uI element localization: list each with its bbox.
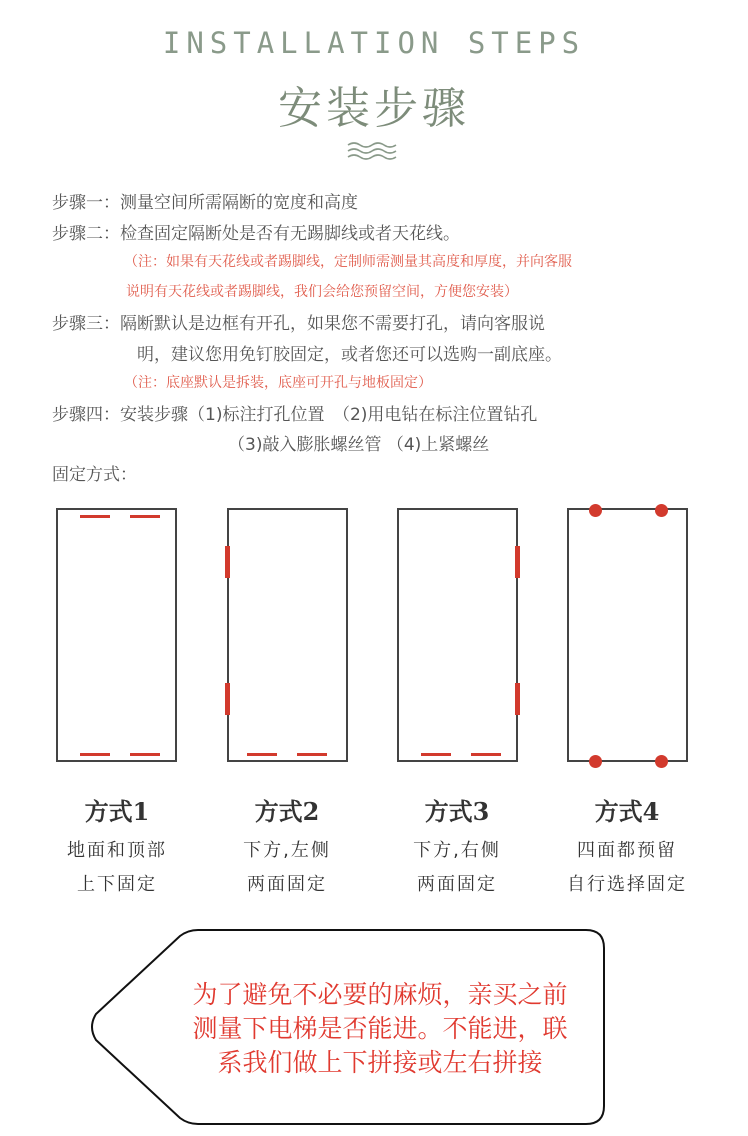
step-3-line-2: 明，建议您用免钉胶固定，或者您还可以选购一副底座。 xyxy=(137,345,562,365)
step-1: 步骤一：测量空间所需隔断的宽度和高度 xyxy=(52,193,358,213)
panel-diagram-1 xyxy=(56,508,177,762)
notice-text xyxy=(150,978,610,1080)
fixing-dot xyxy=(589,504,602,517)
wave-divider-icon xyxy=(346,140,400,162)
fixing-dot xyxy=(589,755,602,768)
note-2: （注：底座默认是拆装，底座可开孔与地板固定） xyxy=(124,375,432,391)
panel-diagram-4 xyxy=(567,508,688,762)
note-1-line-2: 说明有天花线或者踢脚线，我们会给您预留空间，方便您安装） xyxy=(126,284,518,300)
fixing-mark xyxy=(225,683,230,715)
method-1-desc-1: 地面和顶部 xyxy=(67,840,167,861)
method-3-desc-1: 下方,右侧 xyxy=(413,840,501,861)
panel-diagram-3 xyxy=(397,508,518,762)
fixing-dot xyxy=(655,755,668,768)
panel-diagram-2 xyxy=(227,508,348,762)
fixing-mark xyxy=(80,515,110,518)
fixing-mark xyxy=(421,753,451,756)
method-2-title: 方式2 xyxy=(254,797,320,826)
notice-line-2: 测量下电梯是否能进。不能进，联 xyxy=(192,1014,568,1043)
method-4-desc-2: 自行选择固定 xyxy=(567,874,687,895)
title-chinese: 安装步骤 xyxy=(278,83,470,134)
fixing-mark xyxy=(130,515,160,518)
method-3-title: 方式3 xyxy=(424,797,490,826)
fixing-dot xyxy=(655,504,668,517)
fixing-mark xyxy=(471,753,501,756)
fixing-label: 固定方式： xyxy=(52,465,137,485)
notice-line-1: 为了避免不必要的麻烦，亲买之前 xyxy=(192,980,568,1009)
step-4-line-1: 步骤四：安装步骤（1)标注打孔位置 （2)用电钻在标注位置钻孔 xyxy=(52,405,538,425)
method-1-title: 方式1 xyxy=(84,797,150,826)
fixing-mark xyxy=(130,753,160,756)
fixing-mark xyxy=(225,546,230,578)
method-1-desc-2: 上下固定 xyxy=(77,874,157,895)
method-4-title: 方式4 xyxy=(594,797,660,826)
title-english: INSTALLATION STEPS xyxy=(162,26,586,60)
step-4-line-2: （3)敲入膨胀螺丝管 （4)上紧螺丝 xyxy=(228,435,490,455)
fixing-mark xyxy=(515,683,520,715)
fixing-mark xyxy=(80,753,110,756)
method-4-desc-1: 四面都预留 xyxy=(577,840,677,861)
note-1-line-1: （注：如果有天花线或者踢脚线，定制师需测量其高度和厚度，并向客服 xyxy=(124,254,572,270)
notice-line-3: 系我们做上下拼接或左右拼接 xyxy=(217,1048,543,1077)
step-2: 步骤二：检查固定隔断处是否有无踢脚线或者天花线。 xyxy=(52,224,460,244)
fixing-mark xyxy=(297,753,327,756)
fixing-mark xyxy=(247,753,277,756)
step-3-line-1: 步骤三：隔断默认是边框有开孔，如果您不需要打孔，请向客服说 xyxy=(52,314,545,334)
method-2-desc-2: 两面固定 xyxy=(247,874,327,895)
fixing-mark xyxy=(515,546,520,578)
method-2-desc-1: 下方,左侧 xyxy=(243,840,331,861)
method-3-desc-2: 两面固定 xyxy=(417,874,497,895)
